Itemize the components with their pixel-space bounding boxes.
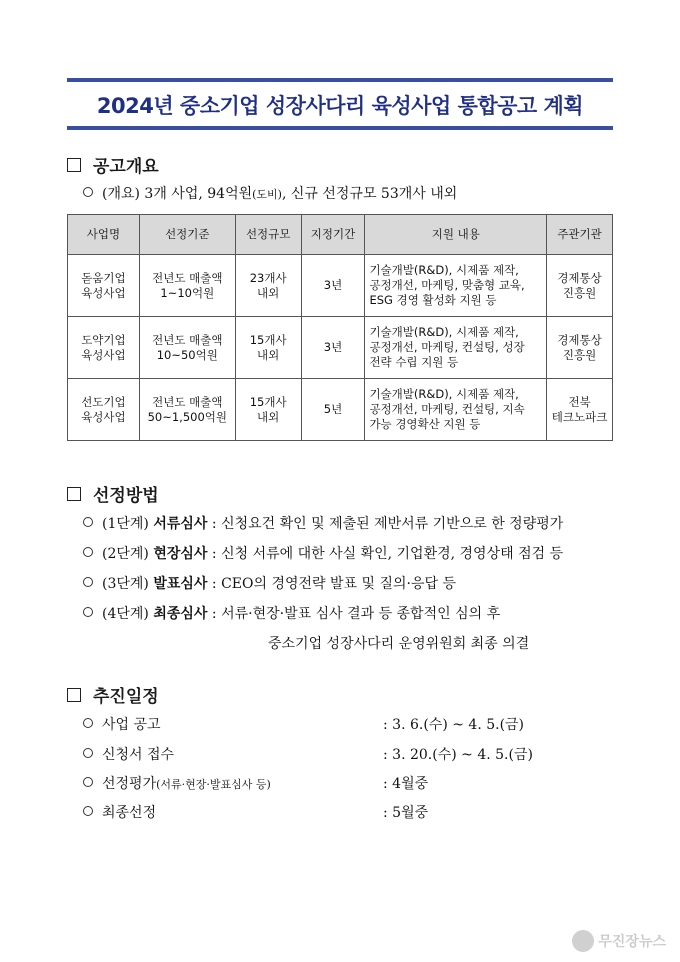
selection-step-2 (83, 543, 563, 563)
cell-line: 가능 경영확산 지원 등 (369, 417, 481, 431)
overview-summary-suffix: , 신규 선정규모 53개사 내외 (281, 186, 458, 202)
section-overview-label: 공고개요 (93, 157, 159, 177)
selection-step-1 (83, 513, 563, 533)
square-bullet-icon (67, 688, 81, 702)
cell-line: 경제통상 (557, 270, 602, 285)
agency-cell (547, 379, 613, 441)
cell-line: 기술개발(R&D), 시제품 제작, (369, 325, 519, 339)
program-name-cell (68, 379, 140, 441)
schedule-item-label (83, 773, 271, 793)
schedule-item-value: : 3. 20.(수) ~ 4. 5.(금) (383, 747, 533, 763)
cell-line: 내외 (257, 285, 280, 300)
schedule-item-value: : 3. 6.(수) ~ 4. 5.(금) (383, 717, 525, 733)
selection-step-3 (83, 573, 456, 593)
cell-line: 내외 (257, 409, 280, 424)
agency-cell (547, 255, 613, 317)
step-stage: (3단계) (102, 576, 149, 592)
period-cell: 3년 (301, 255, 365, 317)
table-header-cell: 지원 내용 (365, 215, 547, 255)
table-header-cell: 선정규모 (235, 215, 301, 255)
schedule-label-text: 신청서 접수 (102, 747, 175, 763)
cell-line: 전년도 매출액 (152, 394, 223, 409)
cell-line: 15개사 (249, 332, 287, 347)
schedule-label-text: 사업 공고 (102, 717, 161, 733)
step-name: 현장심사 (153, 546, 208, 562)
table-row (68, 317, 613, 379)
cell-line: 경제통상 (557, 332, 602, 347)
cell-line: 육성사업 (81, 347, 126, 362)
schedule-label-note: (서류·현장·발표심사 등) (156, 778, 271, 791)
step-desc: : 신청 서류에 대한 사실 확인, 기업환경, 경영상태 점검 등 (211, 546, 564, 562)
cell-line: 도약기업 (81, 332, 126, 347)
schedule-item-label (83, 714, 161, 734)
cell-line: 진흥원 (562, 285, 597, 300)
program-table (67, 214, 613, 441)
overview-summary (83, 183, 457, 203)
section-schedule-label: 추진일정 (93, 687, 159, 707)
cell-line: 공정개선, 마케팅, 컨설팅, 지속 (369, 402, 525, 416)
schedule-item-label (83, 802, 156, 822)
selection-step-4 (83, 603, 500, 623)
table-header-cell: 지정기간 (301, 215, 365, 255)
cell-line: 내외 (257, 347, 280, 362)
agency-cell (547, 317, 613, 379)
program-name-cell (68, 255, 140, 317)
cell-line: 진흥원 (562, 347, 597, 362)
overview-summary-prefix: (개요) 3개 사업, 94억원 (102, 186, 253, 202)
circle-bullet-icon (83, 718, 93, 728)
overview-summary-small: (도비) (252, 188, 282, 201)
scale-cell (235, 317, 301, 379)
square-bullet-icon (67, 487, 81, 501)
cell-line: 선도기업 (81, 394, 126, 409)
cell-line: 육성사업 (81, 285, 126, 300)
cell-line: 육성사업 (81, 409, 126, 424)
cell-line: 1~10억원 (160, 285, 215, 300)
circle-bullet-icon (83, 187, 93, 197)
cell-line: 돋움기업 (81, 270, 126, 285)
support-cell (365, 317, 547, 379)
schedule-label-text: 선정평가 (102, 776, 157, 792)
program-name-cell (68, 317, 140, 379)
circle-bullet-icon (83, 547, 93, 557)
table-row (68, 379, 613, 441)
step-desc: : 신청요건 확인 및 제출된 제반서류 기반으로 한 정량평가 (211, 516, 564, 532)
criteria-cell (139, 317, 235, 379)
period-cell: 5년 (301, 379, 365, 441)
section-schedule-heading (67, 682, 159, 707)
schedule-item-value: : 5월중 (383, 805, 429, 821)
step-desc: : CEO의 경영전략 발표 및 질의·응답 등 (211, 576, 456, 592)
section-overview-heading (67, 152, 159, 177)
circle-bullet-icon (83, 577, 93, 587)
circle-bullet-icon (83, 806, 93, 816)
cell-line: 공정개선, 마케팅, 맞춤형 교육, (369, 278, 525, 292)
cell-line: 기술개발(R&D), 시제품 제작, (369, 263, 519, 277)
cell-line: 전년도 매출액 (152, 332, 223, 347)
schedule-item-value: : 4월중 (383, 776, 429, 792)
table-header-row (68, 215, 613, 255)
cell-line: 50~1,500억원 (147, 409, 227, 424)
support-cell (365, 255, 547, 317)
circle-bullet-icon (83, 777, 93, 787)
table-header-cell: 선정기준 (139, 215, 235, 255)
section-selection-label: 선정방법 (93, 486, 159, 506)
circle-bullet-icon (83, 748, 93, 758)
circle-bullet-icon (83, 517, 93, 527)
step-name: 서류심사 (153, 516, 208, 532)
scale-cell (235, 379, 301, 441)
schedule-label-text: 최종선정 (102, 805, 157, 821)
cell-line: 23개사 (249, 270, 287, 285)
criteria-cell (139, 379, 235, 441)
criteria-cell (139, 255, 235, 317)
schedule-item-label (83, 744, 174, 764)
cell-line: 10~50억원 (156, 347, 218, 362)
selection-step-4-continuation: 중소기업 성장사다리 운영위원회 최종 의결 (268, 636, 530, 652)
table-row (68, 255, 613, 317)
table-header-cell: 주관기관 (547, 215, 613, 255)
cell-line: 테크노파크 (551, 409, 608, 424)
cell-line: ESG 경영 활성화 지원 등 (369, 293, 497, 307)
title-block (67, 78, 613, 130)
step-name: 최종심사 (153, 606, 208, 622)
cell-line: 공정개선, 마케팅, 컨설팅, 성장 (369, 340, 525, 354)
cell-line: 15개사 (249, 394, 287, 409)
cell-line: 전략 수립 지원 등 (369, 355, 459, 369)
step-desc: : 서류·현장·발표 심사 결과 등 종합적인 심의 후 (211, 606, 501, 622)
circle-bullet-icon (83, 607, 93, 617)
watermark (572, 930, 666, 952)
cell-line: 기술개발(R&D), 시제품 제작, (369, 387, 519, 401)
watermark-logo-icon (572, 930, 594, 952)
cell-line: 전년도 매출액 (152, 270, 223, 285)
step-stage: (2단계) (102, 546, 149, 562)
step-stage: (4단계) (102, 606, 149, 622)
support-cell (365, 379, 547, 441)
step-name: 발표심사 (153, 576, 208, 592)
period-cell: 3년 (301, 317, 365, 379)
title-bottom-rule (67, 126, 613, 130)
table-header-cell: 사업명 (68, 215, 140, 255)
section-selection-heading (67, 481, 159, 506)
page-title: 2024년 중소기업 성장사다리 육성사업 통합공고 계획 (96, 94, 584, 118)
scale-cell (235, 255, 301, 317)
step-stage: (1단계) (102, 516, 149, 532)
square-bullet-icon (67, 158, 81, 172)
cell-line: 전북 (568, 394, 591, 409)
watermark-text: 무진장뉴스 (598, 934, 666, 950)
